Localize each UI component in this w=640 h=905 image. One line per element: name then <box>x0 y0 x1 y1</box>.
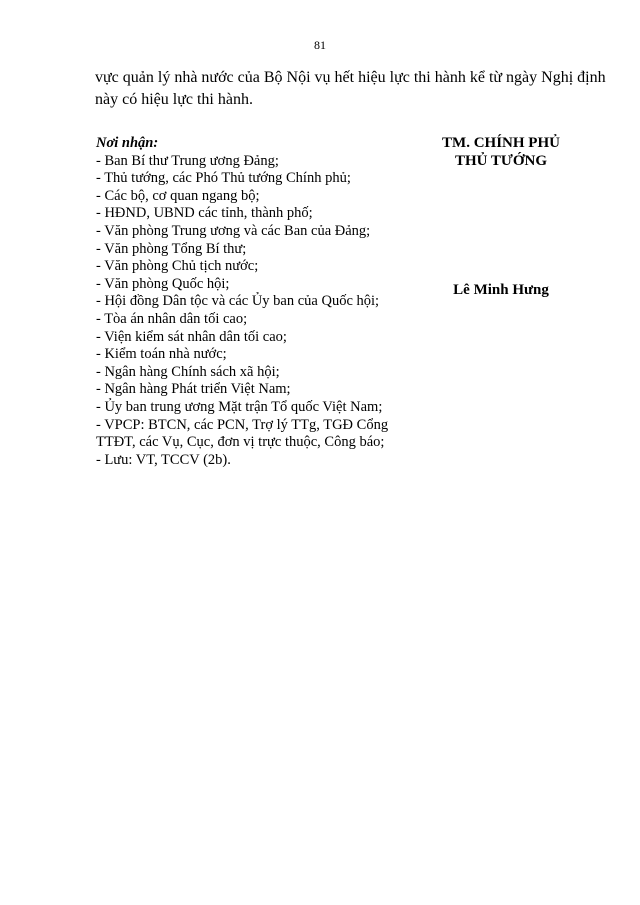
body-paragraph <box>95 67 606 111</box>
recipient-item: - Lưu: VT, TCCV (2b). <box>96 451 231 468</box>
page-number: 81 <box>314 38 326 52</box>
recipient-item: - Ủy ban trung ương Mặt trận Tổ quốc Việt Nam; <box>96 398 383 415</box>
recipient-item: TTĐT, các Vụ, Cục, đơn vị trực thuộc, Công báo; <box>96 434 385 451</box>
recipient-item: - VPCP: BTCN, các PCN, Trợ lý TTg, TGĐ Cổng <box>96 416 389 433</box>
recipient-item: - Ban Bí thư Trung ương Đảng; <box>96 152 279 169</box>
signature-authority: TM. CHÍNH PHỦ <box>442 135 560 151</box>
recipient-item: - Ngân hàng Phát triển Việt Nam; <box>96 381 291 398</box>
recipient-item: - Các bộ, cơ quan ngang bộ; <box>96 187 260 204</box>
recipient-item: - Tòa án nhân dân tối cao; <box>96 310 248 327</box>
recipient-item: - Văn phòng Trung ương và các Ban của Đảng; <box>96 222 371 239</box>
recipient-item: - Kiểm toán nhà nước; <box>96 346 227 363</box>
recipient-item: - Ngân hàng Chính sách xã hội; <box>96 363 280 380</box>
recipient-item: - Văn phòng Quốc hội; <box>96 275 230 292</box>
recipient-item: - Hội đồng Dân tộc và các Ủy ban của Quốc hội; <box>96 293 380 310</box>
signer-name: Lê Minh Hưng <box>453 282 549 298</box>
recipients-heading: Nơi nhận: <box>96 135 159 151</box>
signature-block <box>420 134 582 170</box>
recipient-item: - Văn phòng Chủ tịch nước; <box>96 258 259 275</box>
paragraph-line-2: này có hiệu lực thi hành. <box>95 91 253 108</box>
recipient-item: - Văn phòng Tổng Bí thư; <box>96 240 247 257</box>
paragraph-line-1: vực quản lý nhà nước của Bộ Nội vụ hết hiệu lực thi hành kể từ ngày Nghị định <box>95 69 606 86</box>
recipient-item: - Viện kiểm sát nhân dân tối cao; <box>96 328 287 345</box>
signature-title: THỦ TƯỚNG <box>454 153 548 169</box>
recipient-item: - Thủ tướng, các Phó Thủ tướng Chính phủ; <box>96 170 351 187</box>
recipient-item: - HĐND, UBND các tỉnh, thành phố; <box>96 205 313 222</box>
recipients-block <box>96 135 426 469</box>
